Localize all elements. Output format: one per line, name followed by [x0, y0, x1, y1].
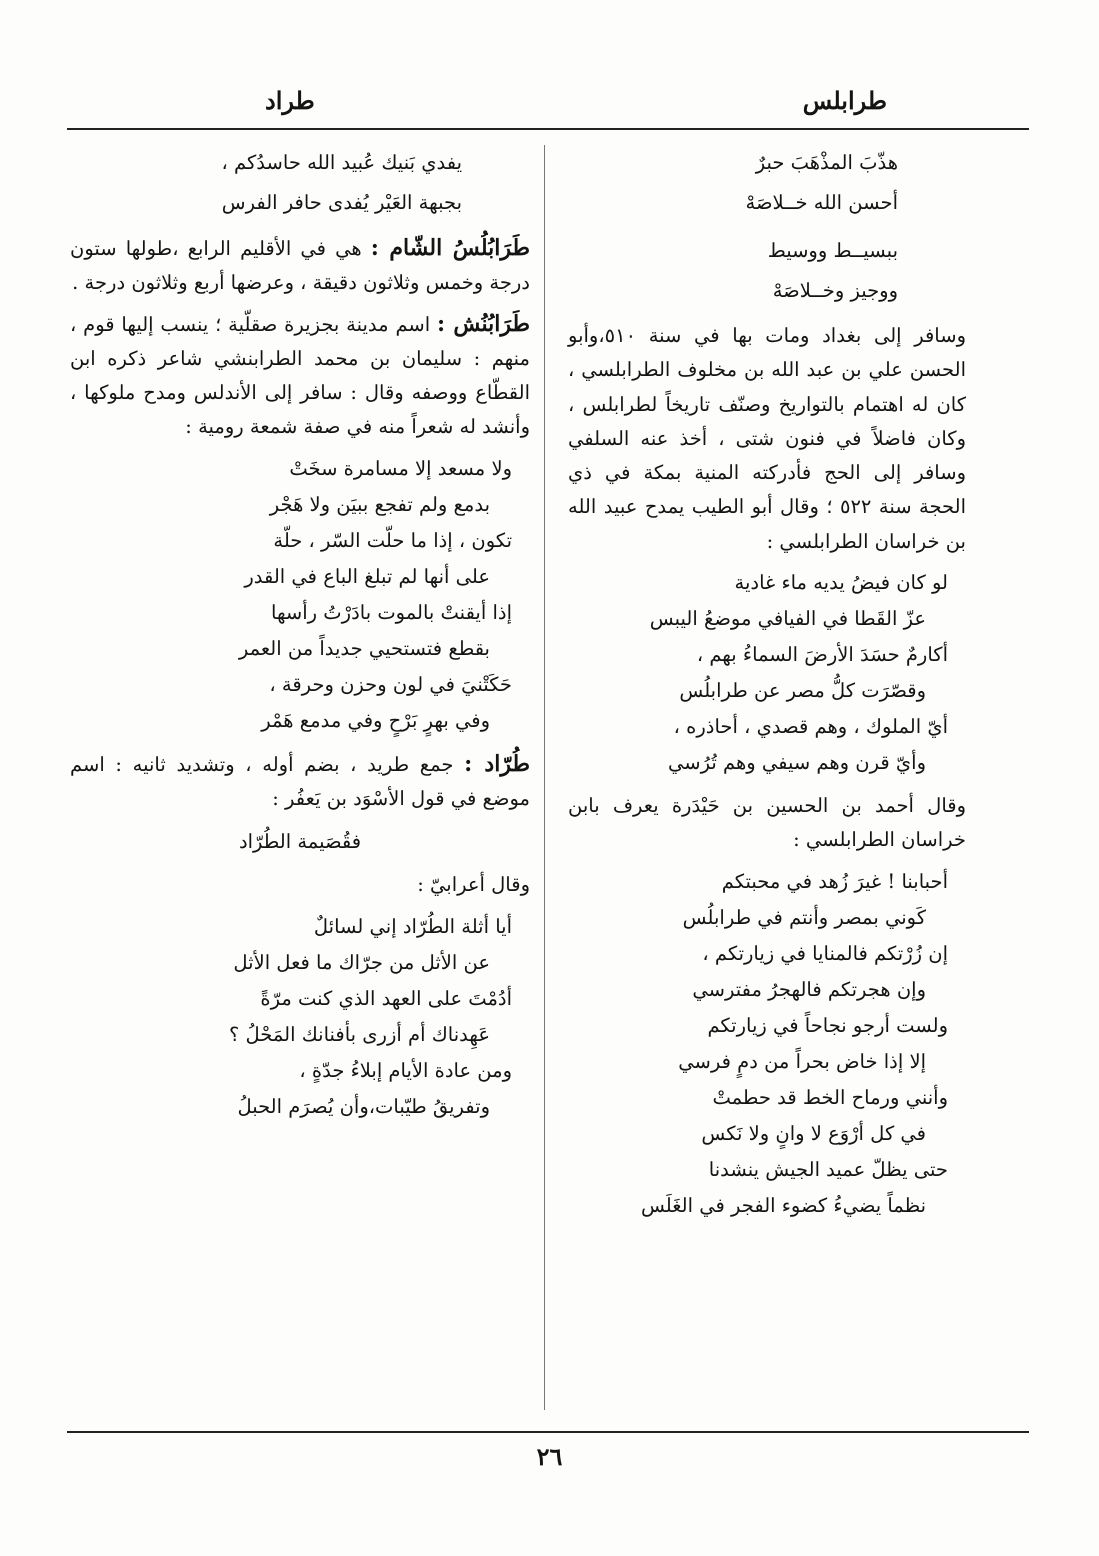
- poem: [568, 864, 966, 1224]
- paragraph: وقال أحمد بن الحسين بن حَيْدَرة يعرف بابن خراسان الطرابلسي :: [568, 794, 966, 852]
- verse-line: أيّ الملوك ، وهم قصدي ، أحاذره ،: [673, 715, 948, 739]
- entry-headword: طُرّاد :: [464, 750, 530, 777]
- poem: [568, 565, 966, 781]
- verse-line: عَهِدناك أم أزرى بأفنانك المَحْلُ ؟: [228, 1022, 490, 1046]
- verse-line: لو كان فيضُ يديه ماء غادية: [734, 571, 948, 595]
- verse-block: [568, 143, 966, 223]
- paragraph: وقال أعرابيّ :: [417, 873, 530, 897]
- verse-line: ومن عادة الأيام إبلاءُ جدّةٍ ،: [299, 1058, 512, 1082]
- page-number: ٢٦: [536, 1442, 563, 1471]
- verse-line: عن الأثل من جرّاك ما فعل الأثل: [233, 950, 490, 974]
- verse-line: يفدي بَنيك عُبيد الله حاسدُكم ،: [221, 151, 462, 174]
- verse-line: حَكَتْنيَ في لون وحزن وحرقة ،: [269, 672, 512, 696]
- verse-line: إن زُرْتكم فالمنايا في زيارتكم ،: [702, 941, 948, 965]
- verse-line: بدمع ولم تفجع ببيَن ولا هَجْر: [269, 492, 490, 516]
- dictionary-entry: [70, 747, 530, 817]
- column-divider: [544, 145, 545, 1410]
- right-column: [568, 143, 966, 1232]
- verse-line: وأنني ورماح الخط قد حطمتْ: [712, 1085, 948, 1109]
- left-column: [70, 143, 530, 1133]
- verse-line: بجبهة العَيْر يُفدى حافر الفرس: [221, 191, 462, 214]
- entry-headword: طَرَابُلُسُ الشّام :: [370, 235, 530, 261]
- verse-line: ولا مسعد إلا مسامرة سخَتْ: [289, 456, 512, 480]
- verse-block: [568, 231, 966, 311]
- paragraph: وسافر إلى بغداد ومات بها في سنة ٥١٠،وأبو الحسن علي بن عبد الله بن مخلوف الطرابلسي ، كان له اهتمام بالتواريخ وصنّف تاريخاً لطرابلس ، وكان فاضلاً في فنون شتى ، أخذ عنه السلفي وسافر إلى الحج فأدركته المنية بمكة في ذي الحجة سنة ٥٢٢ ؛ وقال أبو الطيب يمدح عبيد الله بن خراسان الطرابلسي :: [568, 324, 966, 553]
- verse-line: كَوني بمصر وأنتم في طرابلُس: [682, 905, 926, 929]
- verse-line: ببسيــط ووسيط: [767, 239, 898, 262]
- running-header: [0, 72, 1099, 122]
- verse-line: ولست أرجو نجاحاً في زيارتكم: [707, 1013, 948, 1037]
- entry-text: هي في الأقليم الرابع ،طولها ستون درجة وخمس وثلاثون دقيقة ، وعرضها أربع وثلاثون درجة .: [70, 237, 530, 295]
- verse-line: أحسن الله خــلاصَهْ: [745, 191, 898, 214]
- dictionary-entry: [70, 231, 530, 301]
- verse-line: ووجيز وخــلاصَهْ: [772, 279, 898, 302]
- header-left-title: طراد: [265, 86, 315, 115]
- verse-line: بقطع فتستحيي جديداً من العمر: [238, 636, 490, 660]
- verse-line: وفي بهرٍ بَرْحٍ وفي مدمع هَمْر: [261, 708, 490, 732]
- verse-line: وإن هجرتكم فالهجرُ مفترسي: [692, 977, 926, 1001]
- verse-line: وأيّ قرن وهم سيفي وهم تُرُسي: [668, 751, 926, 775]
- verse-line: على أنها لم تبلغ الباع في القدر: [244, 564, 490, 588]
- verse-line: إذا أيقنتْ بالموت بادَرْتُ رأسها: [271, 600, 512, 624]
- verse-line: إلا إذا خاض بحراً من دمٍ فرسي: [678, 1049, 926, 1073]
- verse-line: وقصّرَت كلُّ مصر عن طرابلُس: [679, 679, 926, 703]
- verse-line: أحبابنا ! غيرَ زُهد في محبتكم: [721, 869, 948, 893]
- entry-text: جمع طريد ، بضم أوله ، وتشديد ثانيه : اسم موضع في قول الأسْوَد بن يَعفُر :: [70, 752, 530, 811]
- poem: [70, 451, 530, 739]
- verse-line: هذّبَ المذْهَبَ حبرٌ: [755, 151, 898, 174]
- footer-rule: [67, 1431, 1029, 1433]
- poem: [70, 909, 530, 1125]
- verse-line: عزّ القَطا في الفيافي موضعُ اليبس: [649, 607, 926, 631]
- quoted-phrase: فقُصَيمة الطُرّاد: [238, 830, 362, 854]
- header-rule: [67, 128, 1029, 130]
- entry-text: اسم مدينة بجزيرة صقلّية ؛ ينسب إليها قوم ، منهم : سليمان بن محمد الطرابنشي شاعر ذكره ابن القطّاع ووصفه وقال : سافر إلى الأندلس ومدح ملوكها ، وأنشد له شعراً منه في صفة شمعة رومية :: [70, 312, 530, 439]
- verse-line: تكون ، إذا ما حلّت السّر ، حلّة: [273, 528, 512, 552]
- verse-line: أدُمْتَ على العهد الذي كنت مرّةً: [260, 986, 512, 1010]
- verse-line: نظماً يضيءُ كضوء الفجر في الغَلَس: [640, 1193, 926, 1217]
- verse-block: [70, 143, 530, 223]
- verse-line: حتى يظلّ عميد الجيش ينشدنا: [708, 1157, 948, 1181]
- entry-headword: طَرَابُنُش :: [437, 310, 530, 337]
- dictionary-entry: [70, 307, 530, 445]
- verse-line: أكارمٌ حسَدَ الأرضَ السماءُ بهم ،: [696, 643, 948, 667]
- verse-line: وتفريقُ طيّبات،وأن يُصرَم الحبلُ: [237, 1094, 490, 1118]
- header-right-title: طرابلس: [802, 86, 887, 115]
- verse-line: في كل أرْوَع لا وانٍ ولا نَكس: [701, 1121, 926, 1145]
- verse-line: أيا أثلة الطُرّاد إني لسائلٌ: [313, 914, 512, 938]
